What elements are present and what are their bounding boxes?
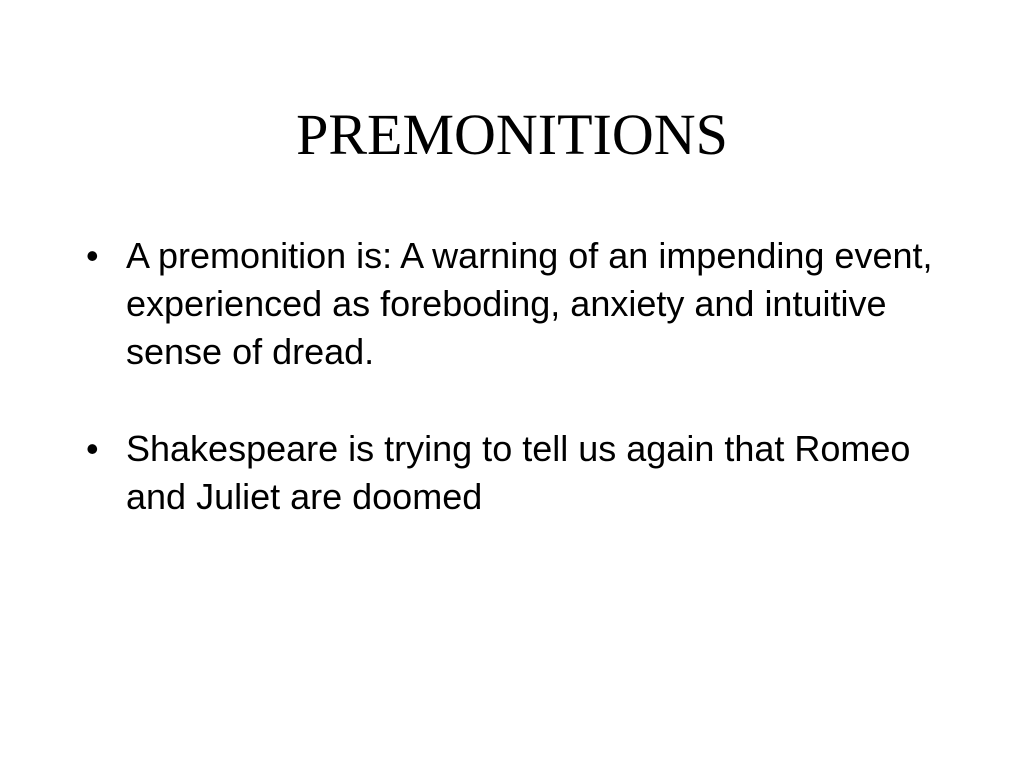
bullet-list [86,232,936,570]
bullet-item [86,232,936,376]
bullet-text: A premonition is: A warning of an impending event, experienced as foreboding, anxiety and intuitive sense of dread. [126,235,933,372]
slide-title: PREMONITIONS [296,102,728,167]
bullet-icon: • [86,428,99,469]
bullet-item [86,425,936,521]
bullet-icon: • [86,235,99,276]
bullet-text: Shakespeare is trying to tell us again that Romeo and Juliet are doomed [126,428,911,517]
